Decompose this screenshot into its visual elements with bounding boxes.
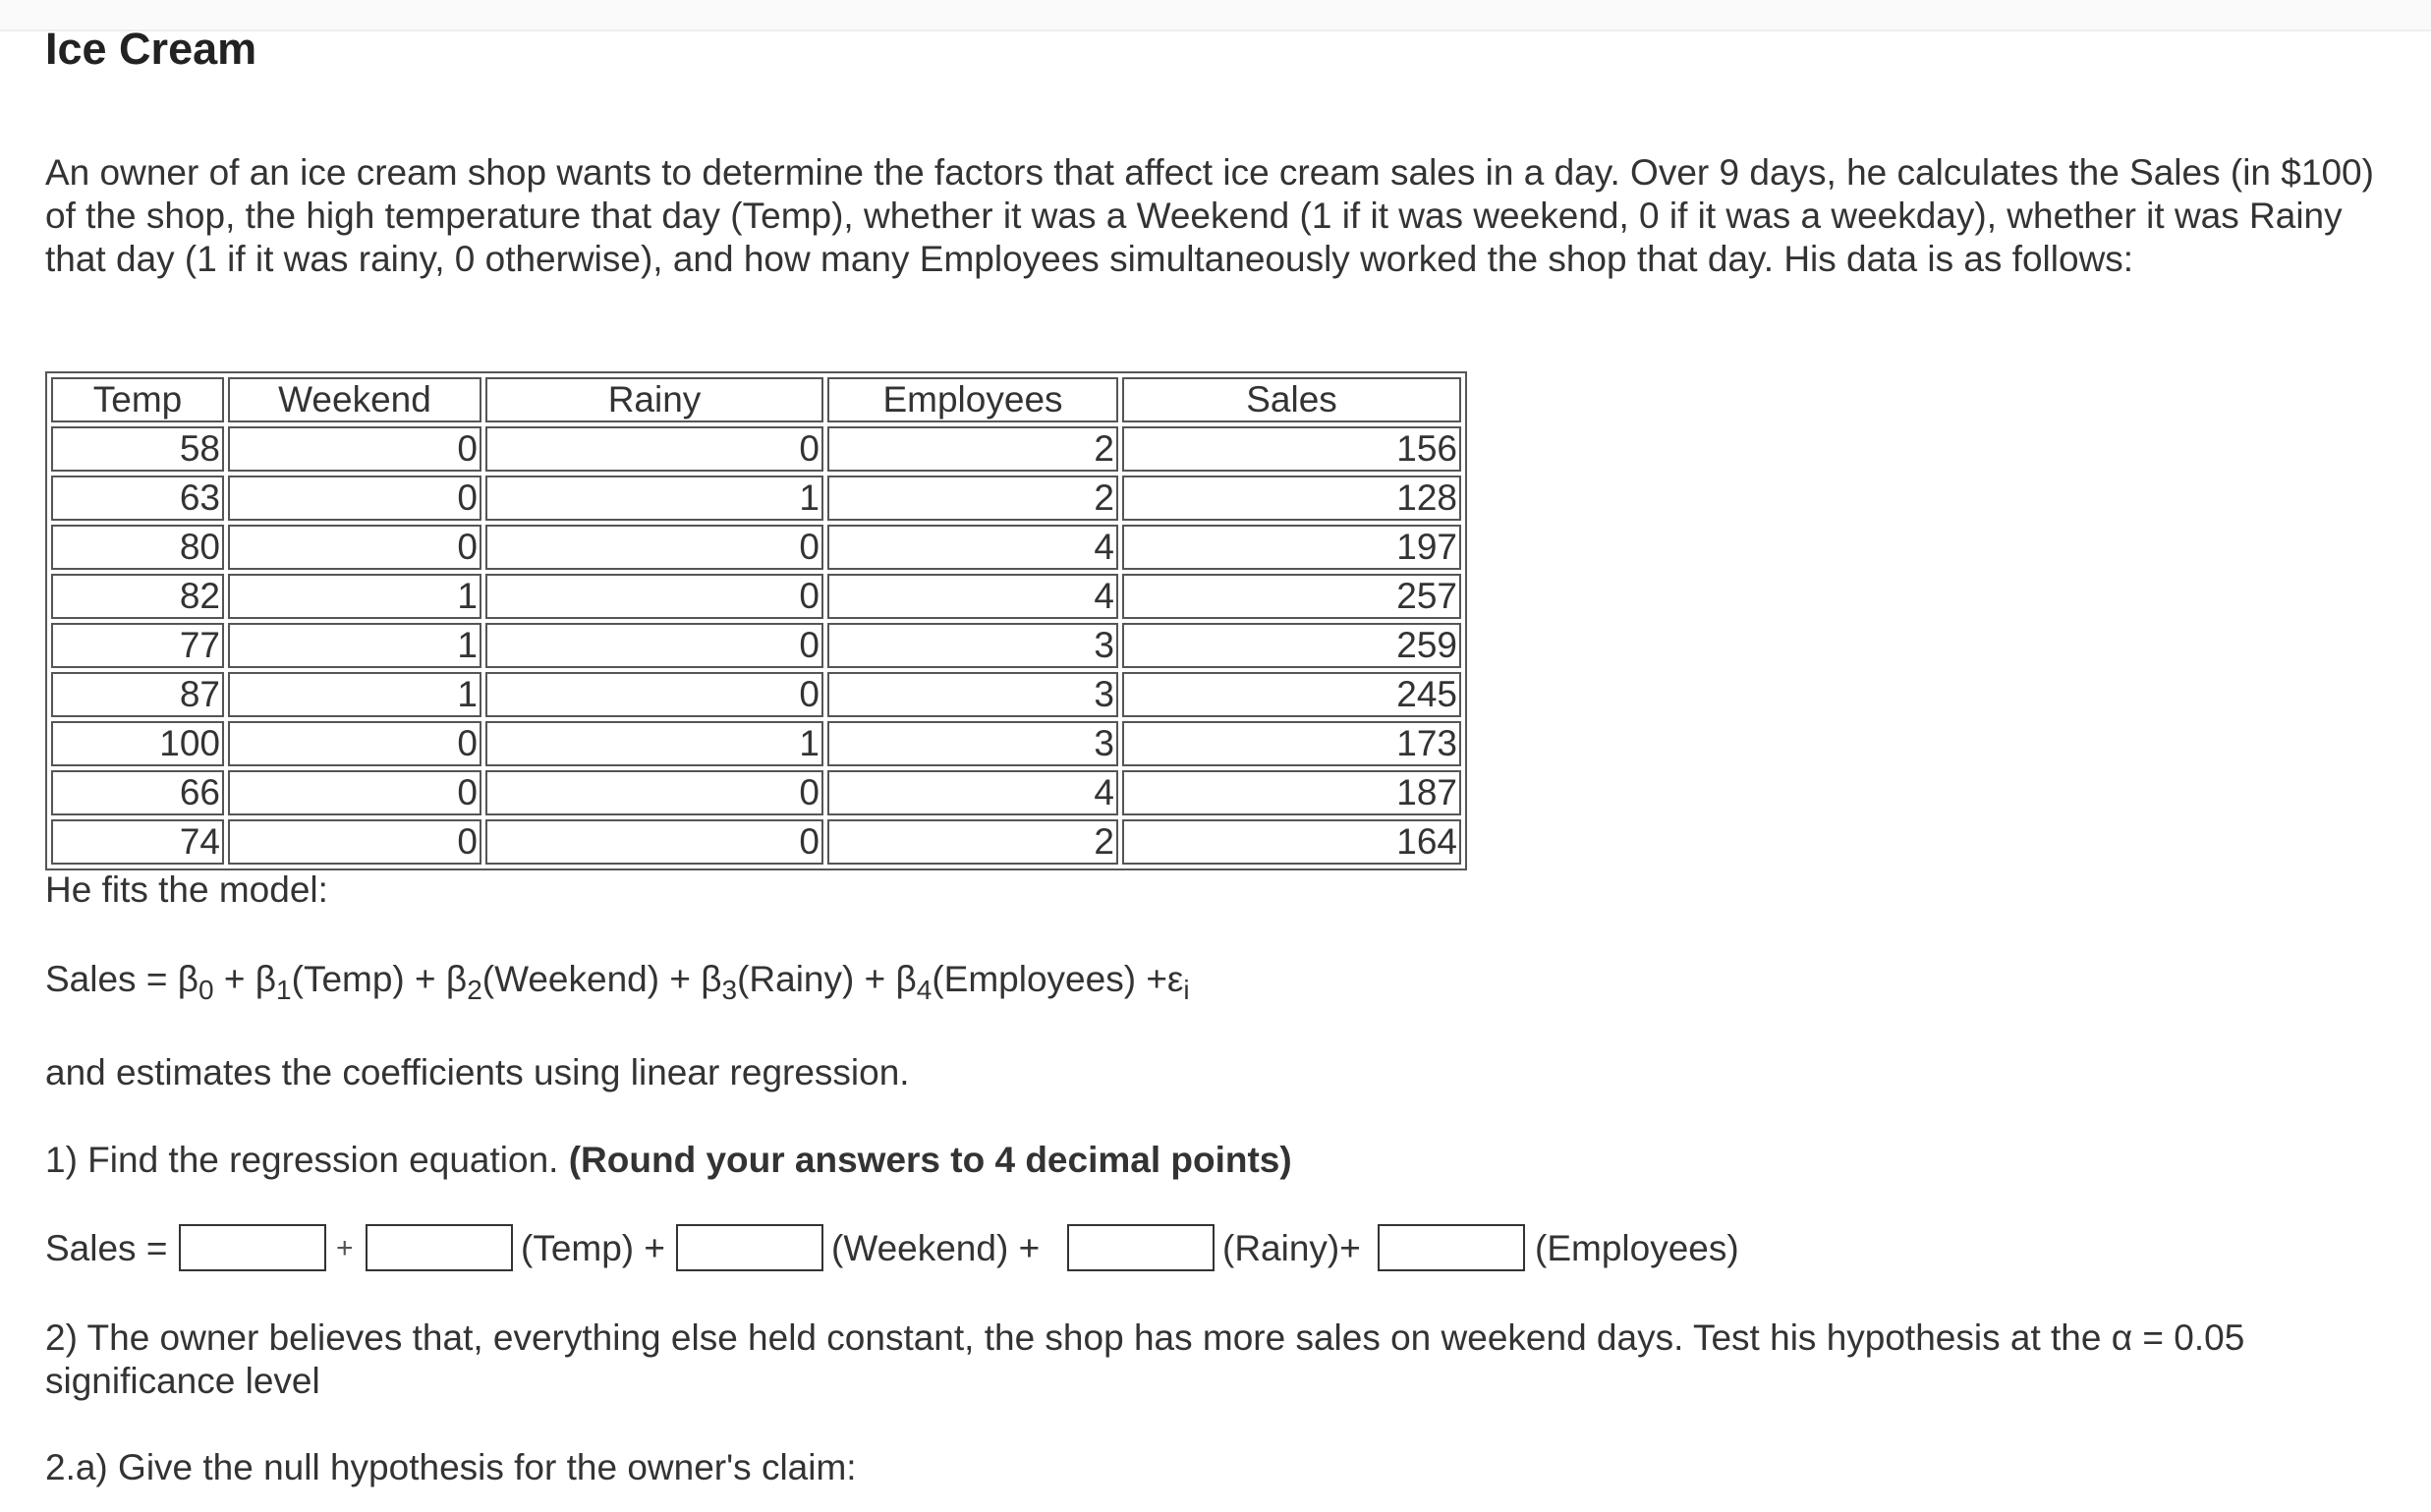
cell-temp: 63 [51,476,224,521]
estimates-text: and estimates the coefficients using linear regression. [45,1052,910,1092]
cell-employees: 4 [827,525,1118,570]
cell-employees: 3 [827,672,1118,717]
cell-sales: 257 [1122,574,1461,619]
cell-rainy: 0 [485,426,823,472]
question-1 [45,1139,1292,1182]
cell-temp: 74 [51,819,224,865]
cell-weekend: 1 [228,574,481,619]
cell-temp: 100 [51,721,224,766]
regression-model-formula [45,958,1190,1012]
table-row [51,476,1461,521]
cell-sales: 197 [1122,525,1461,570]
model-part: (Temp) + β [291,959,468,999]
plus-label: + [336,1232,354,1264]
cell-weekend: 0 [228,476,481,521]
question-2a: 2.a) Give the null hypothesis for the owner's claim: [45,1447,857,1487]
cell-employees: 4 [827,770,1118,815]
header-sales: Sales [1122,377,1461,422]
cell-rainy: 0 [485,525,823,570]
table-header-row [51,377,1461,422]
fits-model-text: He fits the model: [45,869,328,910]
table-row [51,721,1461,766]
cell-temp: 66 [51,770,224,815]
rainy-coefficient-input[interactable] [1067,1224,1215,1271]
employees-coefficient-input[interactable] [1378,1224,1525,1271]
cell-weekend: 0 [228,770,481,815]
question-1-instruction: (Round your answers to 4 decimal points) [568,1140,1292,1180]
intro-paragraph: An owner of an ice cream shop wants to determine the factors that affect ice cream sales in a day. Over 9 days, he calculates the Sales (in $100) of the shop, the high temperature that day (Temp), whether it was a Weekend (1 if it was weekend, 0 if it was a weekday), whether it was Rainy that day (1 if it was rainy, 0 otherwise), and how many Employees simultaneously worked the shop that day. His data is as follows: [45,152,2374,279]
header-rainy: Rainy [485,377,823,422]
model-subscript: 0 [198,975,214,1005]
employees-label: (Employees) [1535,1228,1739,1268]
cell-sales: 164 [1122,819,1461,865]
cell-weekend: 0 [228,426,481,472]
cell-weekend: 0 [228,721,481,766]
cell-rainy: 0 [485,623,823,668]
cell-employees: 3 [827,623,1118,668]
table-row [51,574,1461,619]
model-subscript: 3 [721,975,738,1005]
data-table [45,371,1467,870]
page-title: Ice Cream [45,24,257,74]
cell-weekend: 0 [228,525,481,570]
cell-temp: 87 [51,672,224,717]
cell-sales: 187 [1122,770,1461,815]
cell-sales: 128 [1122,476,1461,521]
model-part: (Employees) +ε [932,959,1184,999]
table-row [51,623,1461,668]
cell-sales: 245 [1122,672,1461,717]
question-1-text: 1) Find the regression equation. [45,1140,569,1180]
table-row [51,819,1461,865]
cell-rainy: 0 [485,819,823,865]
model-subscript: 2 [467,975,482,1005]
model-subscript: i [1183,975,1190,1005]
header-employees: Employees [827,377,1118,422]
cell-sales: 156 [1122,426,1461,472]
cell-rainy: 0 [485,770,823,815]
cell-weekend: 0 [228,819,481,865]
cell-sales: 173 [1122,721,1461,766]
header-temp: Temp [51,377,224,422]
cell-employees: 3 [827,721,1118,766]
model-part: (Weekend) + β [481,959,722,999]
cell-rainy: 1 [485,476,823,521]
cell-sales: 259 [1122,623,1461,668]
table-row [51,672,1461,717]
cell-rainy: 0 [485,574,823,619]
rainy-label: (Rainy)+ [1222,1228,1361,1268]
cell-temp: 82 [51,574,224,619]
cell-employees: 2 [827,819,1118,865]
table-row [51,525,1461,570]
model-subscript: 4 [916,975,933,1005]
cell-weekend: 1 [228,672,481,717]
cell-temp: 77 [51,623,224,668]
table-row [51,426,1461,472]
header-weekend: Weekend [228,377,481,422]
temp-coefficient-input[interactable] [366,1224,513,1271]
cell-employees: 2 [827,426,1118,472]
model-part: + β [213,959,277,999]
model-subscript: 1 [276,975,292,1005]
weekend-coefficient-input[interactable] [676,1224,823,1271]
cell-rainy: 0 [485,672,823,717]
intercept-input[interactable] [179,1224,326,1271]
cell-temp: 80 [51,525,224,570]
table-row [51,770,1461,815]
sales-equals-label: Sales = [45,1228,168,1268]
cell-weekend: 1 [228,623,481,668]
model-part: (Rainy) + β [737,959,917,999]
cell-rainy: 1 [485,721,823,766]
cell-employees: 4 [827,574,1118,619]
model-part: Sales = β [45,959,199,999]
temp-label: (Temp) + [521,1228,666,1268]
weekend-label: (Weekend) + [831,1228,1041,1268]
cell-employees: 2 [827,476,1118,521]
cell-temp: 58 [51,426,224,472]
top-bar [0,0,2431,31]
question-2: 2) The owner believes that, everything else held constant, the shop has more sales on weekend days. Test his hypothesis at the α = 0.05 significance level [45,1317,2245,1401]
